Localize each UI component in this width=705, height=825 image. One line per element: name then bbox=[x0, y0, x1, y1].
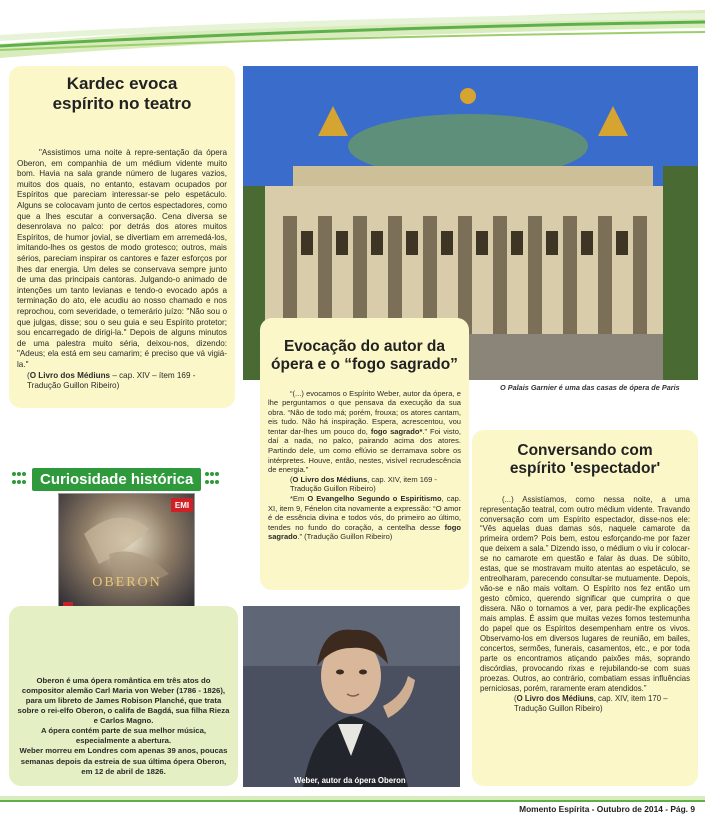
evocacao-body: “(...) evocamos o Espírito Weber, autor da ópera, e lhe perguntamos o que pensava da execução da sua obra. “Não de todo má; porém, frouxa; os atores cantam, eis tudo. Não há inspiração. Espera, acrescentou, vou tentar dar-lhes um pouco do, fogo sagrado*.” Foi visto, daí a nada, no palco, pairando acima dos atores. Partindo dele, um como eflúvio se derramava sobre os intérpretes. Houve, então, nestes, visível recrudescência de energia.” (O Livro dos Médiuns, cap. XIV, item 169 - Tradução Guillon Ribeiro) *Em O Evangelho Segundo o Espiritismo, cap. XI, item 9, Fénelon cita novamente a expressão: “O amor é de essência divina e todos vós, do primeiro ao último, tendes no fundo do coração, a centelha desse fogo sagrado.” (Tradução Guillon Ribeiro) bbox=[268, 388, 461, 542]
conversando-article bbox=[472, 430, 698, 786]
kardec-body: "Assistimos uma noite à repre-sentação da ópera Oberon, em companhia de um médium vidente muito bom. Havia na sala grande número de lugares vazios, muitos dos quais, no entanto, estavam ocupados por Espíritos que pareciam interessar-se pelo espetáculo. Alguns se colocavam junto de certos espectadores, como que a lhes escutar a conversação. Cena diversa se desenrolava no palco: por detrás dos atores muitos Espíritos, de humor jovial, se divertiam em arremedá-los, imitando-lhes os gestos de modo grotesco; outros, mais sérios, pareciam inspirar os cantores e fazer esforços por lhes dar energia. Um deles se conservava sempre junto de uma das principais cantoras. Julgando-o animado de intenções um tanto levianas e tendo-o evocado após a terminação do ato, ele acudiu ao nosso chamado e nos reprochou, com severidade, o temerário juízo: "Não sou o que julgas, disse; sou o seu guia e seu Espírito protetor; sou encarregado de dirigi-la." Depois de alguns minutos de uma palestra muito séria, deixou-nos, dizendo: "Adeus; ela está em seu camarim; é preciso que vá vigiá-la." (O Livro dos Médiuns – cap. XIV – ítem 169 - Tradução Guillon Ribeiro) bbox=[17, 148, 227, 391]
opera-photo-caption: O Palais Garnier é uma das casas de ópera de Paris bbox=[500, 383, 680, 392]
evocacao-article bbox=[260, 318, 469, 590]
weber-portrait-image bbox=[243, 606, 460, 787]
dots-decoration-icon bbox=[205, 472, 221, 486]
conversando-body: (...) Assistíamos, como nessa noite, a uma representação teatral, com outro médium vidente. Travando conversação com um Espírito espectador, disse-nos ele: “Vês aquelas duas damas sós, naquele camarote da primeira ordem? Pois bem, estou esforçando-me por fazer que deixem a sala.” Dizendo isso, o médium o viu ir colocar-se no camarote em questão e falar às duas. De súbito, estas, que se mostravam muito atentas ao espetáculo, se entreolharam, parecendo consultar-se mutuamente. Depois, vão-se e não mais voltam. O Espírito nos fez então um gesto cômico, querendo significar que cumprira o que dissera. Não o tornamos a ver, para pedir-lhe explicações mais amplas. É assim que muitas vezes fomos testemunha do papel que os Espíritos desempenham entre os vivos. Observamo-los em diversos lugares de reunião, em bailes, concertos, sermões, funerais, casamentos, etc., e por toda parte os encontramos atiçando paixões más, soprando discórdias, provocando rixas e rejubilando-se com suas proezas. Outros, ao contrário, combatiam essas influências perniciosas, porém, raramente eram atendidos.” (O Livro dos Médiuns, cap. XIV, item 170 – Tradução Guillon Ribeiro) bbox=[480, 494, 690, 713]
header-decoration bbox=[0, 0, 705, 58]
curiosidade-historica-banner bbox=[12, 466, 242, 492]
kardec-title: Kardec evoca espírito no teatro bbox=[52, 74, 192, 114]
curiosidade-label: Curiosidade histórica bbox=[32, 468, 201, 491]
dots-decoration-icon bbox=[12, 472, 28, 486]
weber-portrait bbox=[243, 606, 460, 787]
conversando-title: Conversando com espírito 'espectador' bbox=[509, 442, 661, 478]
kardec-source: (O Livro dos Médiuns – cap. XIV – ítem 169 - Tradução Guillon Ribeiro) bbox=[27, 370, 196, 391]
kardec-article bbox=[9, 66, 235, 408]
weber-photo-caption: Weber, autor da ópera Oberon bbox=[294, 776, 406, 785]
oberon-info-text: Oberon é uma ópera romântica em três atos do compositor alemão Carl Maria von Weber (1786 - 1826), para um libreto de James Robison Planché, que trata sobre o rei-elfo Oberon, o califa de Bagdá, sua filha Rieza e Carlos Magno. A ópera contém parte de sua melhor música, especialmente a abertura. Weber morreu em Londres com apenas 39 anos, poucas semanas depois da estreia de sua última ópera Oberon, em 12 de abril de 1826. bbox=[17, 676, 230, 776]
evocacao-source: (O Livro dos Médiuns, cap. XIV, item 169 - Tradução Guillon Ribeiro) bbox=[290, 474, 437, 494]
emi-logo: EMI bbox=[174, 501, 190, 510]
oberon-info-box bbox=[9, 606, 238, 786]
cd-title: OBERON bbox=[92, 575, 162, 590]
page-footer: Momento Espírita - Outubro de 2014 - Pág. 9 bbox=[519, 804, 695, 814]
evocacao-footnote: *Em O Evangelho Segundo o Espiritismo, cap. XI, item 9, Fénelon cita novamente a expressão: “O amor é de essência divina e todos vós, do primeiro ao último, tendes no fundo do coração, a centelha desse fogo sagrado.” (Tradução Guillon Ribeiro) bbox=[268, 493, 461, 542]
conversando-source: (O Livro dos Médiuns, cap. XIV, item 170 – Tradução Guillon Ribeiro) bbox=[514, 693, 668, 713]
evocacao-title: Evocação do autor da ópera e o “fogo sagrado” bbox=[271, 338, 458, 374]
